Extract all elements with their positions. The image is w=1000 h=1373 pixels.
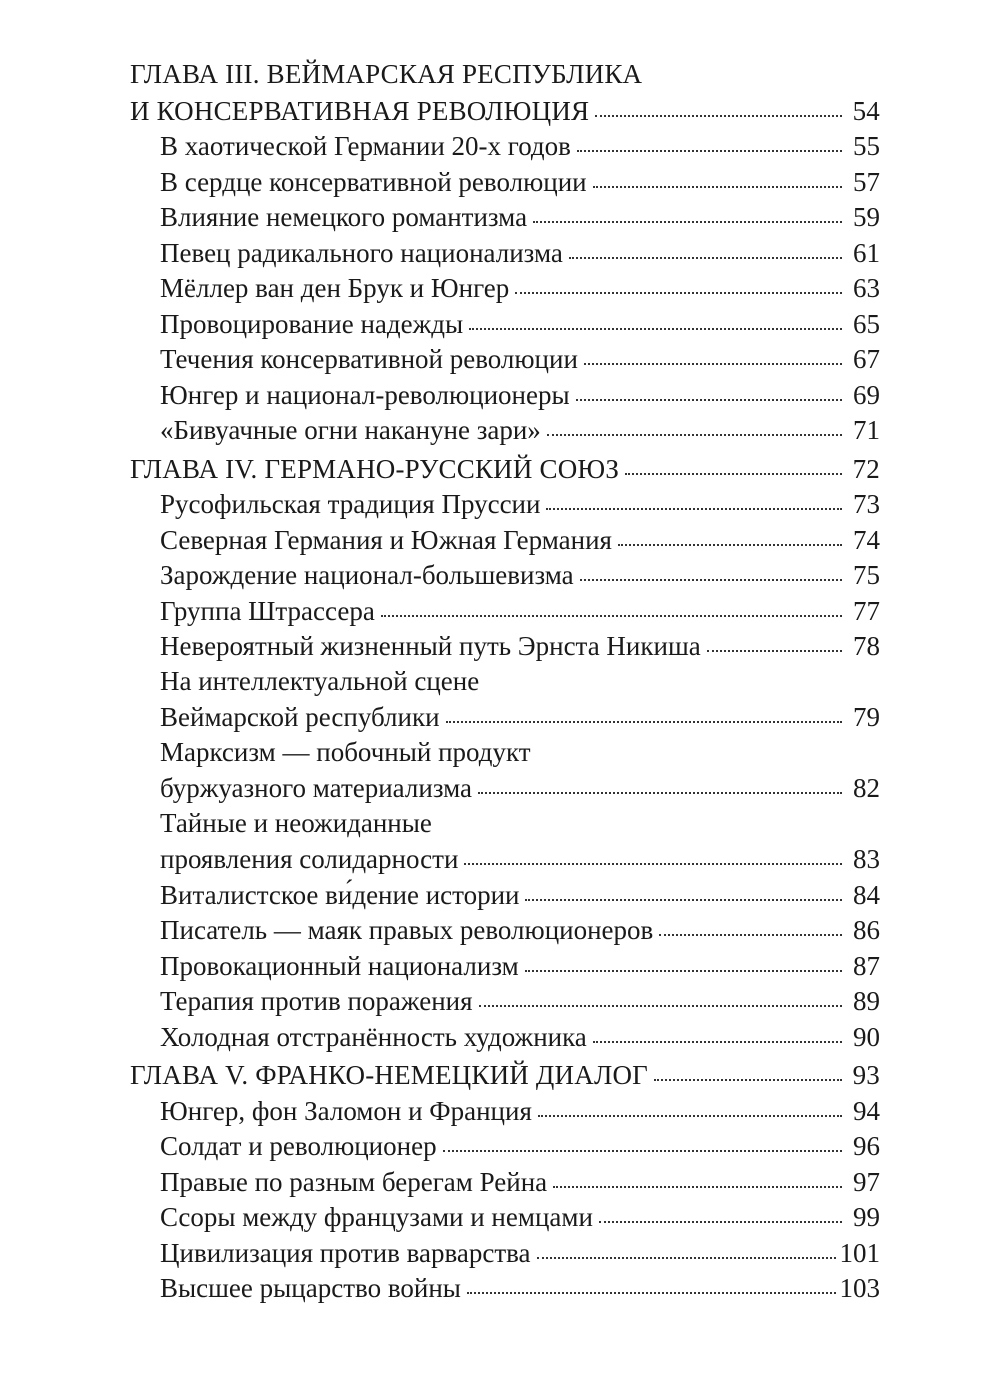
- toc-entry-title: Северная Германия и Южная Германия: [160, 524, 612, 555]
- toc-entry[interactable]: [130, 341, 880, 377]
- dot-leader: [707, 628, 842, 655]
- page-number: 75: [853, 560, 880, 590]
- dot-leader: [577, 128, 842, 155]
- page-number: 67: [853, 344, 880, 374]
- toc-entry-title: Провоцирование надежды: [160, 308, 464, 339]
- dot-leader: [546, 486, 842, 513]
- toc-chapter: [130, 451, 880, 1055]
- dot-leader: [654, 1057, 842, 1084]
- toc-chapter: [130, 1057, 880, 1306]
- dot-leader: [533, 199, 842, 226]
- toc-entry[interactable]: [130, 948, 880, 984]
- toc-entry-title: «Бивуачные огни накануне зари»: [160, 415, 541, 445]
- toc-entry[interactable]: [130, 912, 880, 948]
- toc-entry-title: Юнгер, фон Заломон и Франция: [160, 1095, 532, 1126]
- page-number: 73: [853, 489, 880, 519]
- toc-entry-title: Певец радикального национализма: [160, 237, 563, 268]
- dot-leader: [467, 1270, 836, 1297]
- toc-entry-title: Невероятный жизненный путь Эрнста Никиша: [160, 631, 701, 661]
- toc-entry-title: Русофильская традиция Пруссии: [160, 489, 541, 519]
- page-number: 54: [852, 95, 880, 126]
- dot-leader: [580, 557, 842, 584]
- toc-entry-title: Ссоры между французами и немцами: [160, 1202, 593, 1232]
- dot-leader: [479, 983, 842, 1010]
- toc-entry-title: Веймарской республики: [160, 702, 440, 732]
- toc-entry-title: В сердце консервативной революции: [160, 166, 587, 197]
- toc-entry-title: Правые по разным берегам Рейна: [160, 1166, 548, 1197]
- toc-entry[interactable]: [130, 1093, 880, 1129]
- toc-entry[interactable]: [130, 770, 880, 806]
- page-number: 82: [853, 773, 880, 803]
- toc-entry-title: На интеллектуальной сцене: [160, 665, 480, 696]
- page-number: 103: [839, 1273, 880, 1303]
- toc-entry[interactable]: [130, 983, 880, 1019]
- page-number: 94: [853, 1095, 880, 1126]
- toc-entry-title: Цивилизация против варварства: [160, 1237, 531, 1268]
- table-of-contents: [130, 57, 880, 1306]
- page-number: 84: [853, 879, 880, 910]
- page-number: 89: [853, 986, 880, 1016]
- toc-entry[interactable]: [130, 1235, 880, 1271]
- toc-entry[interactable]: [130, 522, 880, 558]
- dot-leader: [443, 1128, 842, 1155]
- toc-entry-title: Холодная отстранённость художника: [160, 1021, 587, 1052]
- toc-entry-title: Писатель — маяк правых революционеров: [160, 915, 654, 945]
- page-number: 87: [853, 950, 880, 981]
- page-number: 78: [853, 631, 880, 661]
- chapter-heading-title: ГЛАВА V. ФРАНКО-НЕМЕЦКИЙ ДИАЛОГ: [130, 1060, 648, 1090]
- page-number: 55: [853, 131, 880, 161]
- dot-leader: [569, 235, 842, 262]
- chapter-heading[interactable]: [130, 57, 880, 93]
- toc-entry-title: проявления солидарности: [160, 844, 459, 874]
- toc-entry-title: Марксизм — побочный продукт: [160, 736, 531, 767]
- chapter-heading[interactable]: [130, 1057, 880, 1093]
- toc-entry[interactable]: [130, 235, 880, 271]
- dot-leader: [593, 164, 842, 191]
- toc-entry[interactable]: [130, 628, 880, 664]
- page-number: 57: [853, 166, 880, 197]
- toc-entry[interactable]: [130, 412, 880, 448]
- page-number: 83: [853, 844, 880, 874]
- toc-entry-title: Группа Штрассера: [160, 595, 375, 626]
- page-number: 63: [853, 273, 880, 303]
- toc-entry-title: Влияние немецкого романтизма: [160, 202, 528, 232]
- toc-entry-title: Мёллер ван ден Брук и Юнгер: [160, 273, 510, 303]
- dot-leader: [593, 1019, 842, 1046]
- dot-leader: [525, 948, 842, 975]
- toc-entry-title: Высшее рыцарство войны: [160, 1273, 461, 1303]
- page-number: 97: [853, 1166, 880, 1197]
- toc-entry[interactable]: [130, 199, 880, 235]
- toc-entry[interactable]: [130, 1270, 880, 1306]
- page-number: 79: [853, 702, 880, 732]
- toc-entry[interactable]: [130, 306, 880, 342]
- toc-entry[interactable]: [130, 735, 880, 771]
- page-number: 71: [853, 415, 880, 445]
- page-number: 96: [853, 1131, 880, 1161]
- toc-entry-title: Терапия против поражения: [160, 986, 473, 1016]
- chapter-heading[interactable]: [130, 451, 880, 487]
- dot-leader: [599, 1199, 842, 1226]
- page-number: 59: [853, 202, 880, 232]
- toc-entry[interactable]: [130, 557, 880, 593]
- dot-leader: [618, 522, 842, 549]
- toc-entry-title: Юнгер и национал-революционеры: [160, 379, 570, 410]
- toc-entry[interactable]: [130, 664, 880, 700]
- page-number: 74: [853, 524, 880, 555]
- page-number: 99: [853, 1202, 880, 1232]
- page-number: 72: [852, 453, 880, 484]
- toc-entry[interactable]: [130, 128, 880, 164]
- toc-entry-title: Течения консервативной революции: [160, 344, 578, 374]
- toc-entry-title: Виталистское ви́дение истории: [160, 879, 520, 910]
- toc-entry[interactable]: [130, 699, 880, 735]
- dot-leader: [538, 1093, 842, 1120]
- toc-entry-title: Тайные и неожиданные: [160, 807, 432, 838]
- dot-leader: [595, 93, 842, 120]
- toc-entry-title: Солдат и революционер: [160, 1131, 437, 1161]
- page-number: 90: [853, 1021, 880, 1052]
- toc-entry[interactable]: [130, 877, 880, 913]
- toc-entry[interactable]: [130, 164, 880, 200]
- toc-entry[interactable]: [130, 1199, 880, 1235]
- dot-leader: [537, 1235, 836, 1262]
- toc-entry[interactable]: [130, 377, 880, 413]
- toc-entry-title: буржуазного материализма: [160, 773, 472, 803]
- page-number: 86: [853, 915, 880, 945]
- page-number: 93: [852, 1060, 880, 1090]
- page-number: 69: [853, 379, 880, 410]
- page-number: 65: [853, 308, 880, 339]
- dot-leader: [469, 306, 842, 333]
- toc-entry[interactable]: [130, 593, 880, 629]
- toc-entry[interactable]: [130, 486, 880, 522]
- dot-leader: [547, 412, 842, 439]
- dot-leader: [659, 912, 842, 939]
- toc-chapter: [130, 57, 880, 448]
- toc-entry[interactable]: [130, 1019, 880, 1055]
- toc-entry[interactable]: [130, 1164, 880, 1200]
- dot-leader: [478, 770, 842, 797]
- toc-entry[interactable]: [130, 841, 880, 877]
- dot-leader: [584, 341, 842, 368]
- page-number: 101: [839, 1237, 880, 1268]
- dot-leader: [576, 377, 842, 404]
- page-number: 77: [853, 595, 880, 626]
- chapter-heading[interactable]: [130, 93, 880, 129]
- dot-leader: [525, 877, 842, 904]
- dot-leader: [625, 451, 842, 478]
- toc-entry-title: Провокационный национализм: [160, 950, 519, 981]
- toc-entry[interactable]: [130, 1128, 880, 1164]
- toc-entry-title: В хаотической Германии 20-х годов: [160, 131, 571, 161]
- dot-leader: [381, 593, 842, 620]
- page-number: 61: [853, 237, 880, 268]
- dot-leader: [464, 841, 842, 868]
- dot-leader: [553, 1164, 842, 1191]
- chapter-heading-title: ГЛАВА III. ВЕЙМАРСКАЯ РЕСПУБЛИКА: [130, 59, 643, 89]
- dot-leader: [446, 699, 842, 726]
- toc-entry-title: Зарождение национал-большевизма: [160, 560, 574, 590]
- chapter-heading-title: ГЛАВА IV. ГЕРМАНО-РУССКИЙ СОЮЗ: [130, 453, 620, 484]
- chapter-heading-title: И КОНСЕРВАТИВНАЯ РЕВОЛЮЦИЯ: [130, 95, 590, 126]
- dot-leader: [515, 270, 842, 297]
- toc-entry[interactable]: [130, 806, 880, 842]
- toc-entry[interactable]: [130, 270, 880, 306]
